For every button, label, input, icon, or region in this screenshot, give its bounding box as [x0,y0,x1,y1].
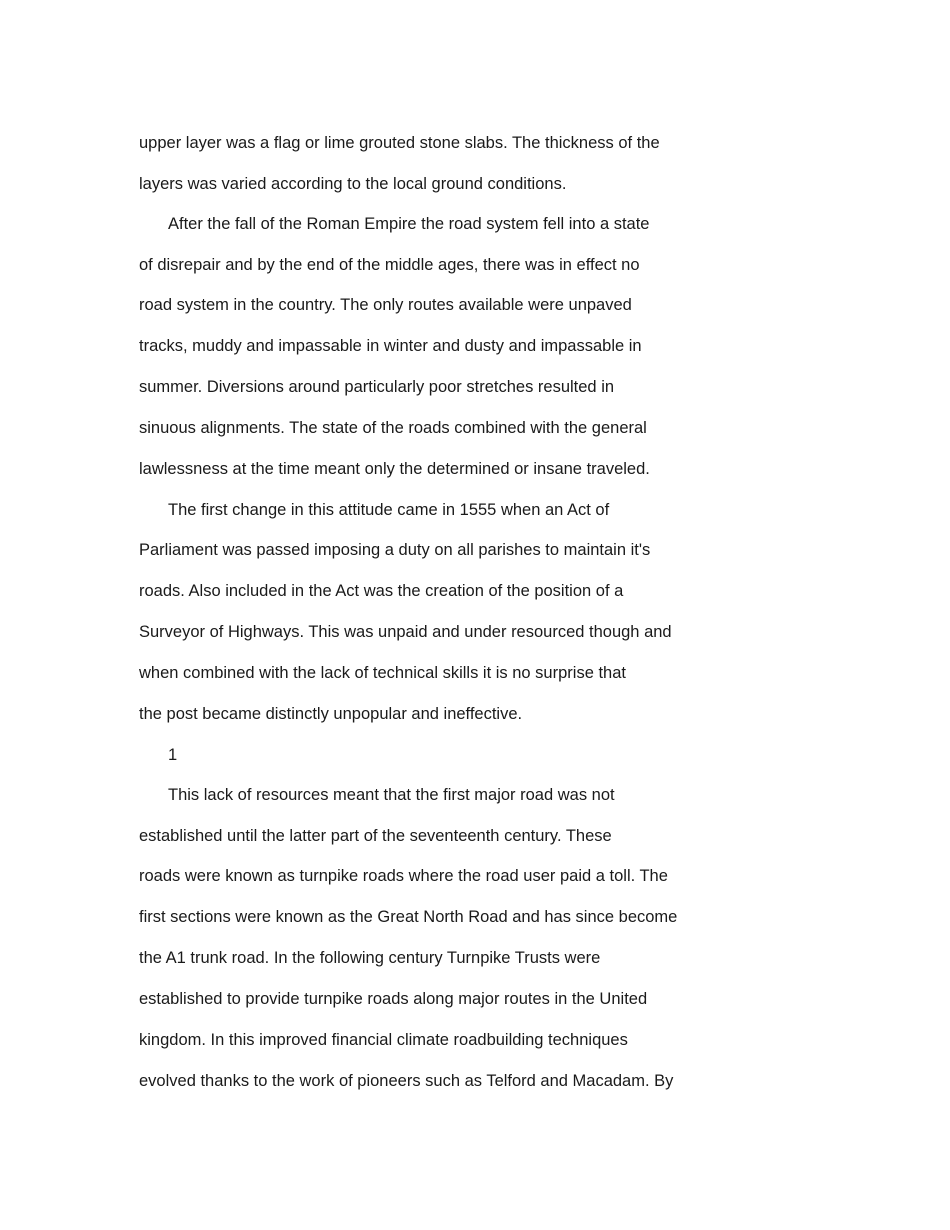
text-line: established to provide turnpike roads along major routes in the United [139,990,648,1008]
text-line: evolved thanks to the work of pioneers such as Telford and Macadam. By [139,1072,674,1090]
text-line: of disrepair and by the end of the middle ages, there was in effect no [139,256,640,274]
text-line: road system in the country. The only routes available were unpaved [139,296,632,314]
text-line: summer. Diversions around particularly poor stretches resulted in [139,378,615,396]
text-line: Parliament was passed imposing a duty on all parishes to maintain it's [139,541,651,559]
text-line: Surveyor of Highways. This was unpaid and under resourced though and [139,623,672,641]
text-line: layers was varied according to the local ground conditions. [139,175,567,193]
paragraph-first-line: After the fall of the Roman Empire the road system fell into a state [168,215,650,233]
paragraph-first-line: The first change in this attitude came in 1555 when an Act of [168,501,610,519]
footnote-number: 1 [168,746,178,764]
text-line: established until the latter part of the seventeenth century. These [139,827,612,845]
text-line: the A1 trunk road. In the following century Turnpike Trusts were [139,949,601,967]
text-line: sinuous alignments. The state of the roads combined with the general [139,419,647,437]
text-line: lawlessness at the time meant only the determined or insane traveled. [139,460,650,478]
text-line: roads were known as turnpike roads where the road user paid a toll. The [139,867,668,885]
text-line: roads. Also included in the Act was the creation of the position of a [139,582,624,600]
paragraph-first-line: This lack of resources meant that the first major road was not [168,786,615,804]
text-line: first sections were known as the Great North Road and has since become [139,908,678,926]
text-line: tracks, muddy and impassable in winter and dusty and impassable in [139,337,642,355]
text-line: when combined with the lack of technical skills it is no surprise that [139,664,626,682]
text-line: the post became distinctly unpopular and ineffective. [139,705,523,723]
text-line: kingdom. In this improved financial climate roadbuilding techniques [139,1031,628,1049]
text-line: upper layer was a flag or lime grouted stone slabs. The thickness of the [139,134,660,152]
